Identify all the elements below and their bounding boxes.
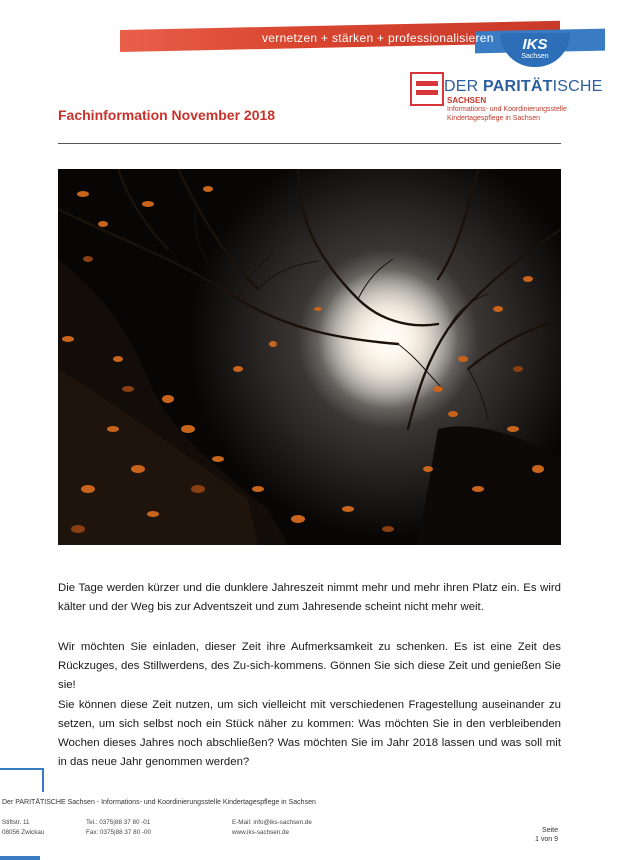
document-title: Fachinformation November 2018: [58, 107, 276, 123]
footer-org: Der PARITÄTISCHE Sachsen - Informations- und Koordinierungsstelle Kindertagespflege in Sachsen: [2, 799, 316, 806]
footer-bar: [0, 856, 620, 860]
org-region: SACHSEN: [447, 96, 487, 105]
page-of: 1 von 9: [535, 836, 558, 843]
org-subtitle-line2: Kindertagespflege in Sachsen: [447, 115, 541, 122]
title-divider: [58, 143, 561, 144]
org-name: DER PARITÄTISCHE: [444, 78, 603, 95]
tagline: vernetzen + stärken + professionalisieren: [262, 31, 494, 45]
page-number: [535, 826, 558, 844]
footer-accent-vline: [42, 768, 44, 792]
org-subtitle-line1: Informations- und Koordinierungsstelle: [447, 106, 567, 113]
footer-email[interactable]: E-Mail: info@iks-sachsen.de: [232, 819, 312, 826]
moon-tree-photo: [58, 169, 561, 545]
page-label: Seite: [542, 827, 558, 834]
iks-logo: [500, 33, 570, 67]
footer-phone: [86, 818, 151, 838]
iks-logo-title: IKS: [522, 36, 548, 53]
footer-accent-line: [0, 768, 44, 770]
paragraph-3: Sie können diese Zeit nutzen, um sich vielleicht mit verschiedenen Fragestellung auseinander zu setzen, um sich selbst noch ein Stück näher zu kommen: Was möchten Sie in den verbleibenden Wochen dieses Jahres noch abschließen? Was möchten Sie im Jahr 2018 lassen und was soll mit in das neue Jahr genommen werden?: [58, 699, 561, 769]
paragraph-1: Die Tage werden kürzer und die dunklere Jahreszeit nimmt mehr und mehr ihren Platz ein. Es wird kälter und der Weg bis zur Adventszeit und zum Jahresende scheint nicht mehr weit.: [58, 582, 561, 614]
footer-fax: Fax: 0375|88 37 80 -00: [86, 829, 152, 836]
footer-street: Stiftstr. 11: [2, 819, 30, 826]
iks-logo-subtitle: Sachsen: [521, 53, 549, 60]
footer-web[interactable]: www.iks-sachsen.de: [232, 829, 290, 836]
footer-contact: [232, 818, 312, 838]
paragraph-2: Wir möchten Sie einladen, dieser Zeit ihre Aufmerksamkeit zu schenken. Es ist eine Zeit des Rückzuges, des Stillwerdens, des Zu-sich-kommens. Gönnen Sie sich diese Zeit und genießen Sie sie!: [58, 641, 561, 692]
footer-tel: Tel.: 0375|88 37 80 -01: [86, 819, 151, 826]
paritaetische-logo-icon: [410, 72, 444, 106]
footer-city: 08056 Zwickau: [2, 829, 45, 836]
footer-address: [2, 818, 44, 838]
